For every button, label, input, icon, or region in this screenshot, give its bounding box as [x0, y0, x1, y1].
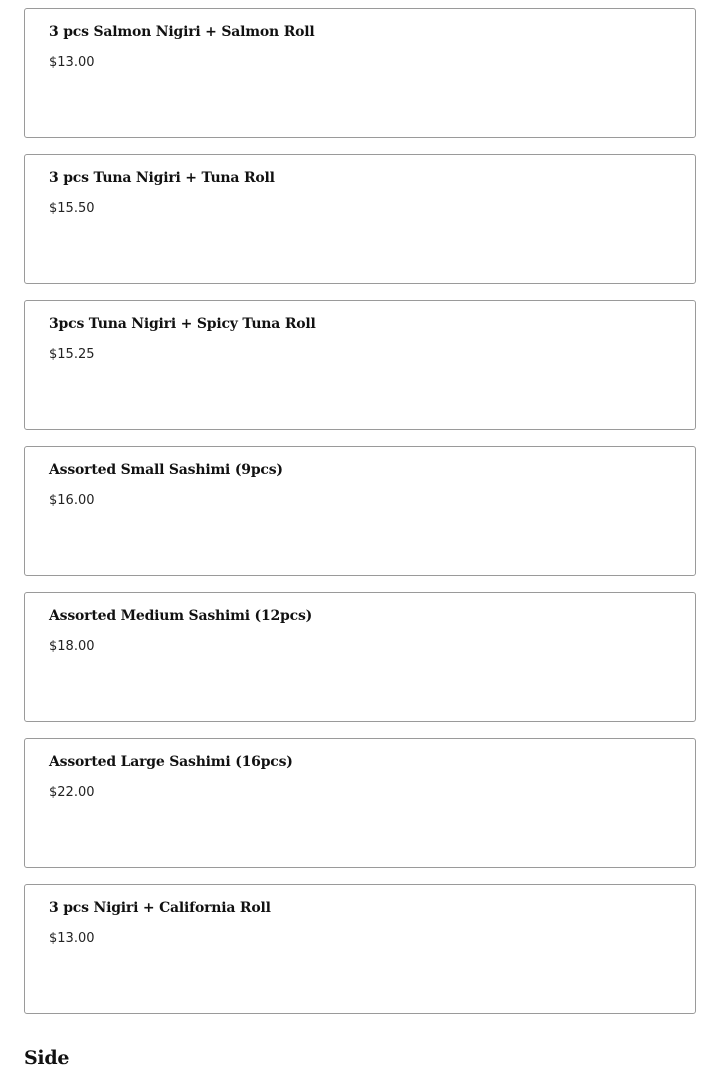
menu-item-name: 3 pcs Salmon Nigiri + Salmon Roll	[49, 24, 315, 40]
menu-item-price: $15.50	[49, 201, 95, 216]
menu-item-price: $13.00	[49, 55, 95, 70]
menu-item-name: Assorted Medium Sashimi (12pcs)	[49, 608, 313, 624]
menu-item-name: 3 pcs Tuna Nigiri + Tuna Roll	[49, 170, 275, 186]
menu-item-card[interactable]	[24, 154, 696, 284]
menu-item-card[interactable]	[24, 300, 696, 430]
menu-item-name: Assorted Large Sashimi (16pcs)	[49, 754, 293, 770]
menu-item-name: 3pcs Tuna Nigiri + Spicy Tuna Roll	[49, 316, 316, 332]
menu-item-card[interactable]	[24, 446, 696, 576]
menu-item-name: Assorted Small Sashimi (9pcs)	[49, 462, 283, 478]
section-heading-side: Side	[24, 1047, 70, 1069]
menu-item-price: $18.00	[49, 639, 95, 654]
menu-item-price: $15.25	[49, 347, 95, 362]
menu-item-card[interactable]	[24, 8, 696, 138]
menu-item-card[interactable]	[24, 884, 696, 1014]
menu-item-price: $16.00	[49, 493, 95, 508]
menu-item-price: $22.00	[49, 785, 95, 800]
menu-item-list	[24, 8, 696, 1030]
menu-item-card[interactable]	[24, 738, 696, 868]
menu-item-card[interactable]	[24, 592, 696, 722]
menu-item-name: 3 pcs Nigiri + California Roll	[49, 900, 271, 916]
menu-item-price: $13.00	[49, 931, 95, 946]
